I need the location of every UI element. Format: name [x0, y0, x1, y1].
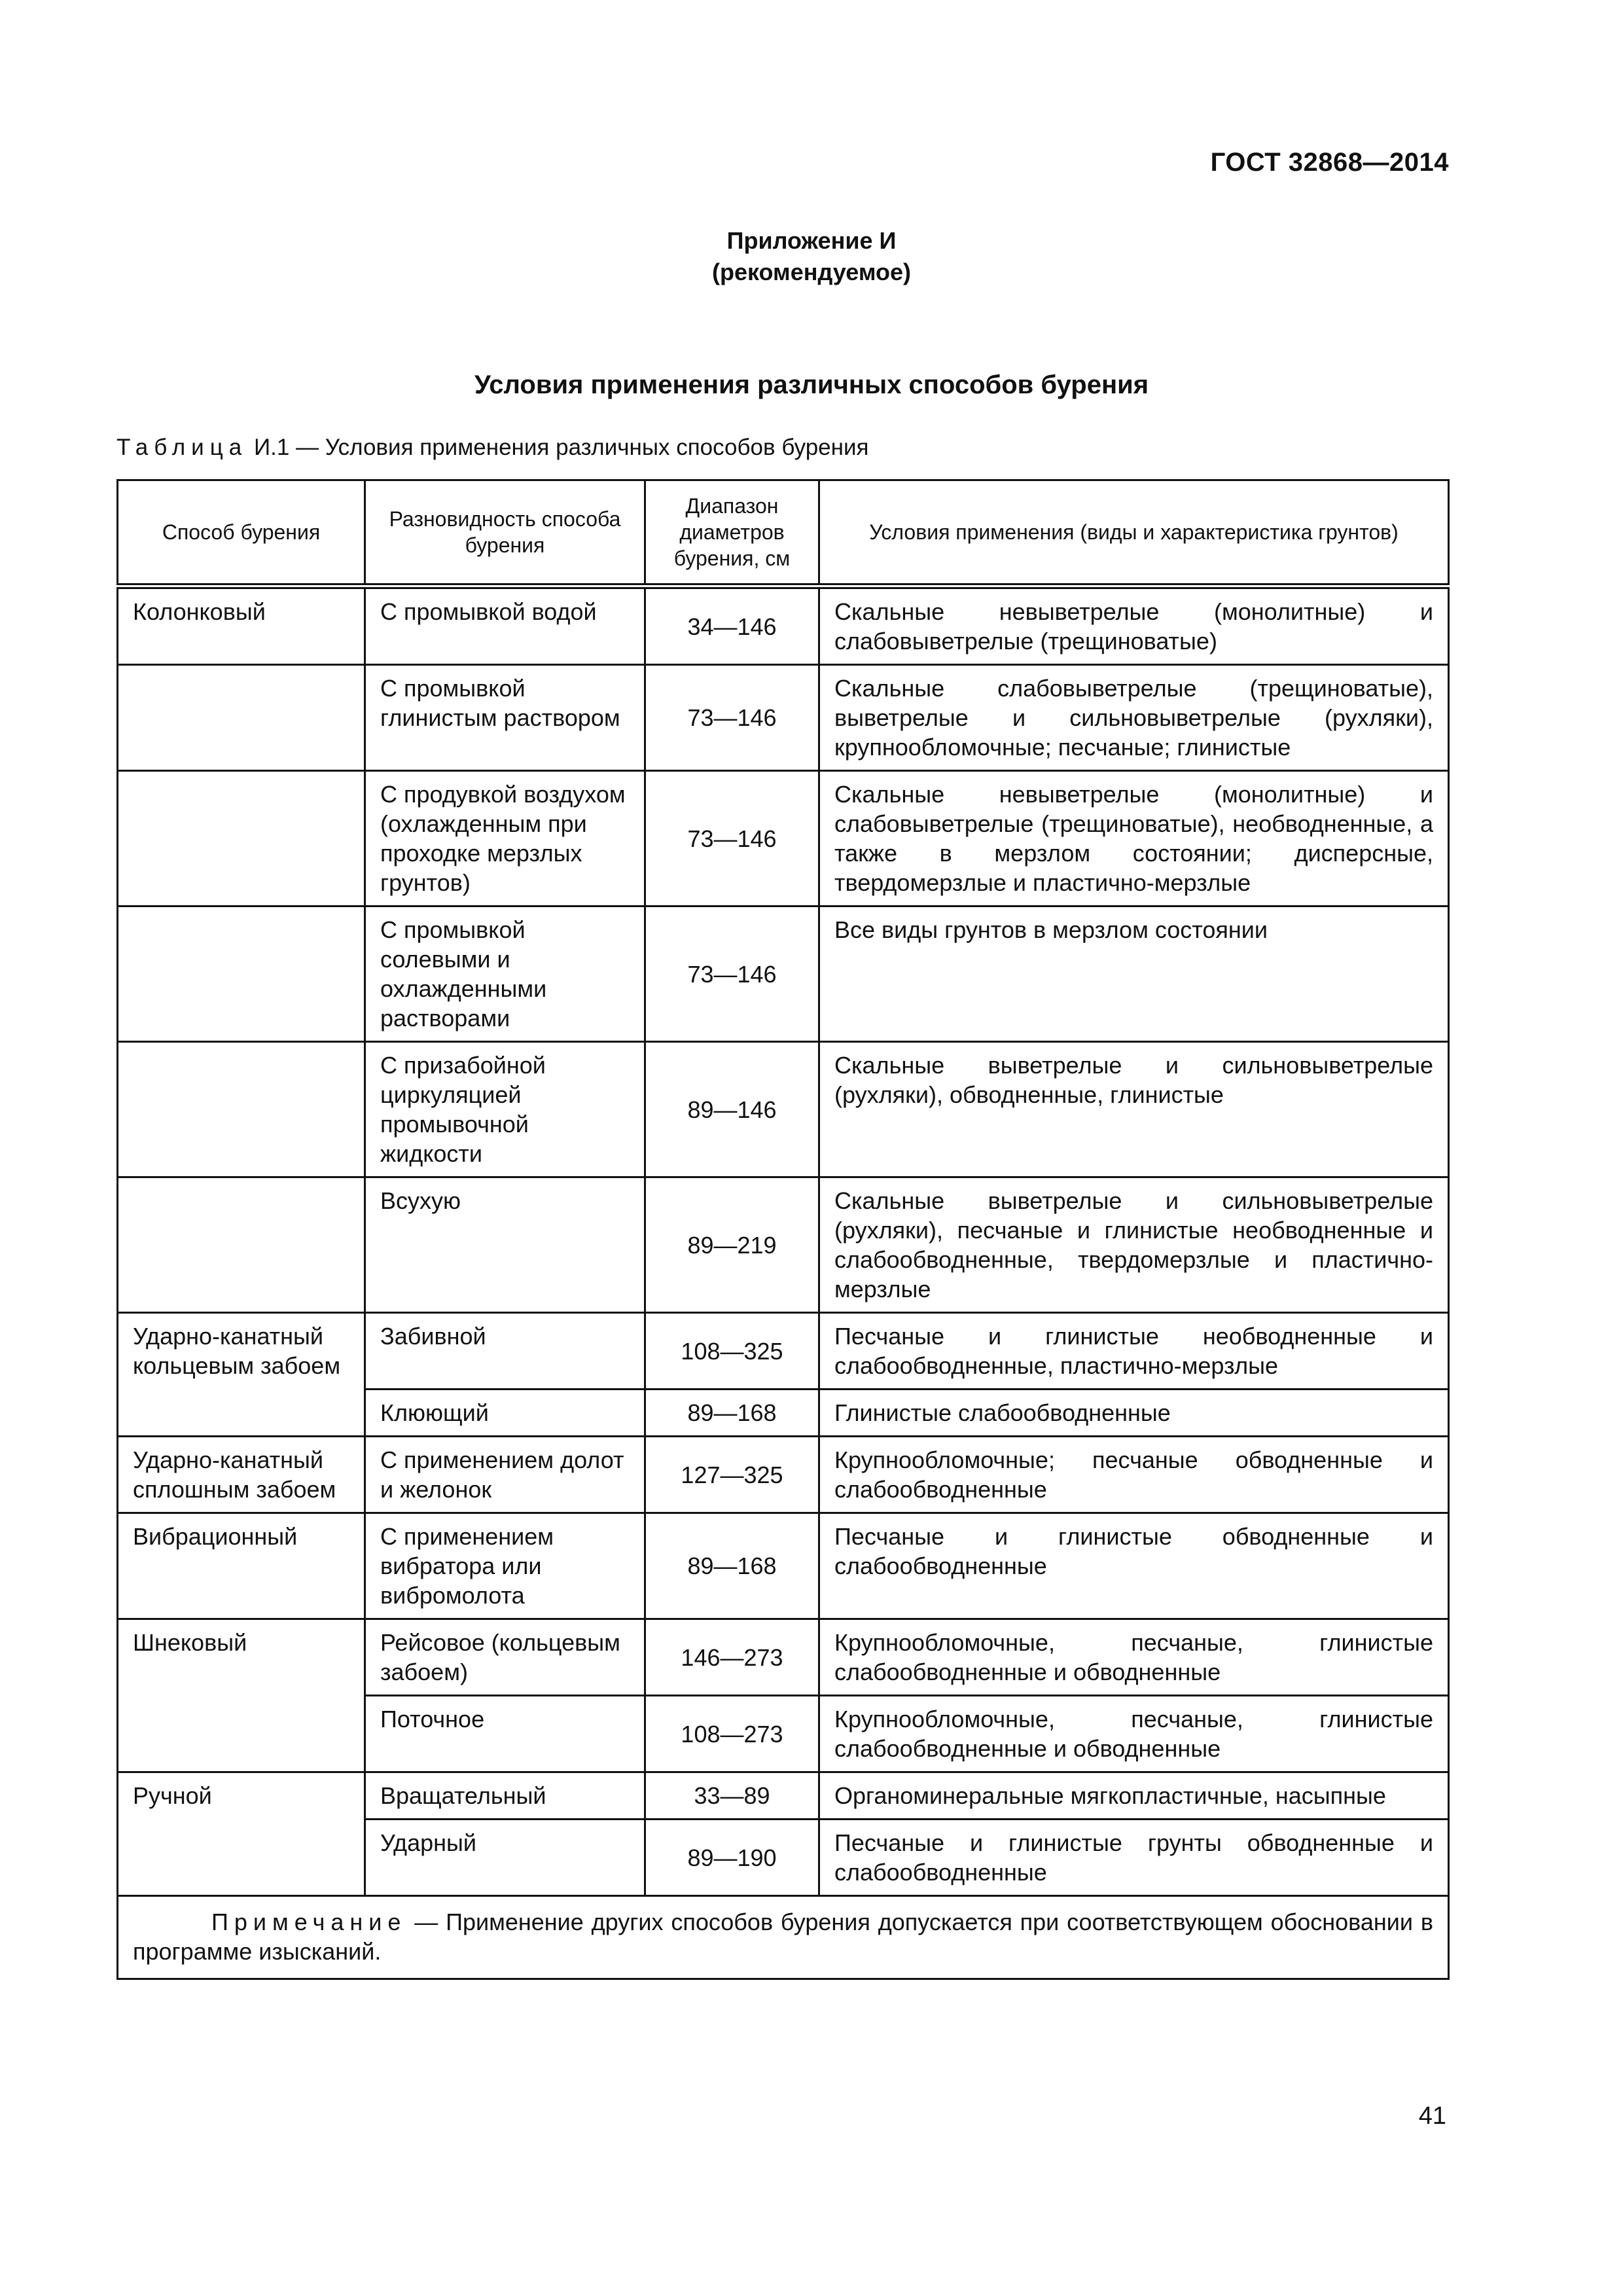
note-text: — Применение других способов бурения допускается при соответствующем обосновании в программе изысканий.	[133, 1909, 1433, 1965]
method-cell	[118, 665, 365, 771]
variant-cell: Вращательный	[365, 1772, 645, 1820]
conditions-cell: Скальные невыветрелые (монолитные) и слабовыветрелые (трещиноватые)	[819, 586, 1449, 665]
conditions-cell: Песчаные и глинистые грунты обводненные и слабообводненные	[819, 1820, 1449, 1896]
variant-cell: С призабойной циркуляцией промывочной жидкости	[365, 1042, 645, 1177]
variant-cell: С применением вибратора или вибромолота	[365, 1513, 645, 1619]
variant-cell: Всухую	[365, 1177, 645, 1313]
section-title: Условия применения различных способов бурения	[474, 370, 1149, 399]
range-cell: 89—168	[645, 1390, 819, 1437]
table-row	[118, 586, 1449, 665]
appendix-title: Приложение И	[726, 227, 897, 254]
table-caption	[116, 435, 868, 461]
variant-cell: С продувкой воздухом (охлажденным при проходке мерзлых грунтов)	[365, 771, 645, 906]
range-cell: 73—146	[645, 665, 819, 771]
table-body	[118, 586, 1449, 1896]
header-range: Диапазон диаметров бурения, см	[645, 480, 819, 586]
table-note	[118, 1896, 1449, 1979]
range-cell: 89—219	[645, 1177, 819, 1313]
table-header-row	[118, 480, 1449, 586]
method-cell: Шнековый	[118, 1619, 365, 1772]
method-cell	[118, 771, 365, 906]
conditions-cell: Песчаные и глинистые необводненные и слабообводненные, пластично-мерзлые	[819, 1313, 1449, 1390]
header-conditions: Условия применения (виды и характеристика грунтов)	[819, 480, 1449, 586]
appendix-heading	[0, 225, 1623, 288]
range-cell: 33—89	[645, 1772, 819, 1820]
method-cell	[118, 1177, 365, 1313]
table-row	[118, 1437, 1449, 1513]
table-row	[118, 771, 1449, 906]
range-cell: 89—168	[645, 1513, 819, 1619]
table-row	[118, 1772, 1449, 1820]
variant-cell: С промывкой водой	[365, 586, 645, 665]
method-cell	[118, 906, 365, 1042]
table-caption-text: И.1 — Условия применения различных способов бурения	[253, 435, 869, 460]
conditions-cell: Все виды грунтов в мерзлом состоянии	[819, 906, 1449, 1042]
conditions-cell: Органоминеральные мягкопластичные, насыпные	[819, 1772, 1449, 1820]
variant-cell: С промывкой солевыми и охлажденными растворами	[365, 906, 645, 1042]
note-label: Примечание	[211, 1909, 407, 1935]
table-row	[118, 1313, 1449, 1390]
drilling-methods-table	[116, 479, 1450, 1980]
range-cell: 108—325	[645, 1313, 819, 1390]
variant-cell: Поточное	[365, 1696, 645, 1772]
table-row	[118, 665, 1449, 771]
range-cell: 34—146	[645, 586, 819, 665]
variant-cell: Рейсовое (кольцевым забоем)	[365, 1619, 645, 1696]
conditions-cell: Скальные слабовыветрелые (трещиноватые), выветрелые и сильновыветрелые (рухляки), крупнообломочные; песчаные; глинистые	[819, 665, 1449, 771]
variant-cell: С применением долот и желонок	[365, 1437, 645, 1513]
method-cell: Ударно-канатный сплошным забоем	[118, 1437, 365, 1513]
page-number: 41	[1418, 2102, 1446, 2130]
conditions-cell: Крупнообломочные; песчаные обводненные и слабообводненные	[819, 1437, 1449, 1513]
range-cell: 73—146	[645, 771, 819, 906]
method-cell: Ручной	[118, 1772, 365, 1896]
conditions-cell: Песчаные и глинистые обводненные и слабообводненные	[819, 1513, 1449, 1619]
variant-cell: Забивной	[365, 1313, 645, 1390]
variant-cell: Клюющий	[365, 1390, 645, 1437]
range-cell: 89—146	[645, 1042, 819, 1177]
range-cell: 146—273	[645, 1619, 819, 1696]
table-note-row	[118, 1896, 1449, 1979]
variant-cell: С промывкой глинистым раствором	[365, 665, 645, 771]
variant-cell: Ударный	[365, 1820, 645, 1896]
method-cell: Вибрационный	[118, 1513, 365, 1619]
method-cell: Ударно-канатный кольцевым забоем	[118, 1313, 365, 1437]
conditions-cell: Скальные невыветрелые (монолитные) и слабовыветрелые (трещиноватые), необводненные, а также в мерзлом состоянии; дисперсные, твердомерзлые и пластично-мерзлые	[819, 771, 1449, 906]
table-row	[118, 1177, 1449, 1313]
conditions-cell: Скальные выветрелые и сильновыветрелые (рухляки), песчаные и глинистые необводненные и слабообводненные, твердомерзлые и пластично-мерзлые	[819, 1177, 1449, 1313]
appendix-status: (рекомендуемое)	[712, 259, 911, 285]
header-variant: Разновидность способа бурения	[365, 480, 645, 586]
method-cell	[118, 1042, 365, 1177]
range-cell: 89—190	[645, 1820, 819, 1896]
table-row	[118, 1619, 1449, 1696]
table-row	[118, 1513, 1449, 1619]
table-caption-label: Таблица	[116, 435, 248, 460]
range-cell: 73—146	[645, 906, 819, 1042]
conditions-cell: Глинистые слабообводненные	[819, 1390, 1449, 1437]
conditions-cell: Крупнообломочные, песчаные, глинистые слабообводненные и обводненные	[819, 1619, 1449, 1696]
conditions-cell: Крупнообломочные, песчаные, глинистые слабообводненные и обводненные	[819, 1696, 1449, 1772]
range-cell: 127—325	[645, 1437, 819, 1513]
table-row	[118, 1042, 1449, 1177]
header-method: Способ бурения	[118, 480, 365, 586]
method-cell: Колонковый	[118, 586, 365, 665]
table-row	[118, 906, 1449, 1042]
conditions-cell: Скальные выветрелые и сильновыветрелые (рухляки), обводненные, глинистые	[819, 1042, 1449, 1177]
range-cell: 108—273	[645, 1696, 819, 1772]
document-number: ГОСТ 32868—2014	[1210, 148, 1449, 177]
